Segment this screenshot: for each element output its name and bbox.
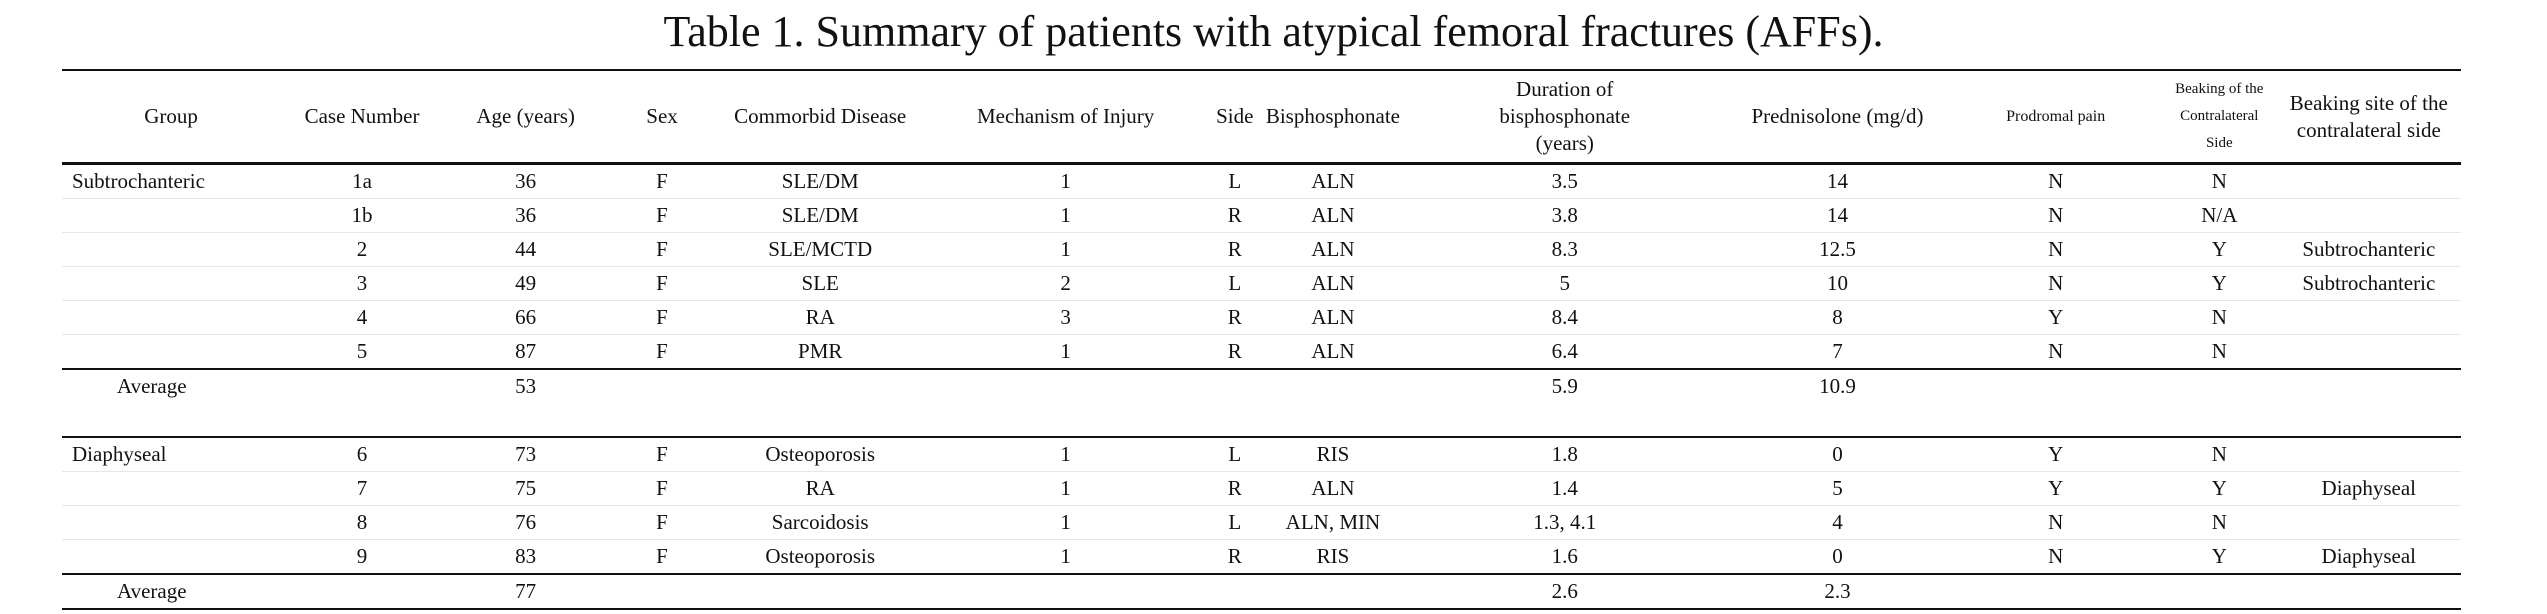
col-header-commorbid-disease: Commorbid Disease (717, 70, 924, 164)
spacer-cell (607, 404, 716, 438)
cell-sex: F (607, 506, 716, 540)
cell-beaking-site (2277, 301, 2461, 335)
col-header-group: Group (62, 70, 280, 164)
table-header (62, 70, 2461, 164)
cell-beaking-site (2277, 335, 2461, 370)
cell-sex: F (607, 233, 716, 267)
cell-commorbid-disease: SLE/DM (717, 199, 924, 233)
cell-sex: F (607, 437, 716, 472)
spacer-cell (1404, 404, 1726, 438)
col-header-mechanism: Mechanism of Injury (924, 70, 1208, 164)
cell-side: L (1207, 437, 1262, 472)
col-header-side: Side (1207, 70, 1262, 164)
cell-prednisolone: 14 (1726, 164, 1950, 199)
spacer-cell (1262, 404, 1404, 438)
cell-prednisolone: 4 (1726, 506, 1950, 540)
cell-case-number: 2 (280, 233, 444, 267)
cell-case-number: 1b (280, 199, 444, 233)
cell-bisphosphonate: ALN (1262, 267, 1404, 301)
cell-sex: F (607, 472, 716, 506)
cell-prodromal-pain: N (1949, 164, 2162, 199)
cell-empty (1262, 574, 1404, 609)
cell-side: R (1207, 540, 1262, 575)
table-row (62, 267, 2461, 301)
group-cell (62, 335, 280, 370)
cell-duration: 1.6 (1404, 540, 1726, 575)
spacer-cell (2277, 404, 2461, 438)
cell-commorbid-disease: SLE/DM (717, 164, 924, 199)
cell-age: 76 (444, 506, 608, 540)
cell-prodromal-pain: N (1949, 506, 2162, 540)
cell-duration: 8.3 (1404, 233, 1726, 267)
cell-empty (924, 574, 1208, 609)
table-body (62, 164, 2461, 610)
cell-beaking-site: Subtrochanteric (2277, 233, 2461, 267)
cell-side: R (1207, 233, 1262, 267)
cell-beaking: N (2162, 506, 2277, 540)
cell-commorbid-disease: Sarcoidosis (717, 506, 924, 540)
table-row (62, 301, 2461, 335)
cell-mechanism: 1 (924, 335, 1208, 370)
cell-prodromal-pain: N (1949, 540, 2162, 575)
cell-mechanism: 2 (924, 267, 1208, 301)
cell-case-number (280, 574, 444, 609)
cell-empty (2277, 574, 2461, 609)
group-cell (62, 199, 280, 233)
cell-side: L (1207, 506, 1262, 540)
cell-age: 75 (444, 472, 608, 506)
cell-commorbid-disease: PMR (717, 335, 924, 370)
average-label: Average (62, 369, 280, 404)
cell-beaking-site: Diaphyseal (2277, 472, 2461, 506)
average-age: 77 (444, 574, 608, 609)
col-header-duration (1404, 70, 1726, 164)
average-row (62, 574, 2461, 609)
table-row (62, 335, 2461, 370)
cell-sex: F (607, 267, 716, 301)
cell-duration: 3.5 (1404, 164, 1726, 199)
cell-prednisolone: 5 (1726, 472, 1950, 506)
table-row (62, 233, 2461, 267)
cell-bisphosphonate: ALN (1262, 472, 1404, 506)
cell-age: 49 (444, 267, 608, 301)
cell-mechanism: 3 (924, 301, 1208, 335)
cell-prednisolone: 12.5 (1726, 233, 1950, 267)
cell-empty (607, 574, 716, 609)
cell-beaking: N (2162, 301, 2277, 335)
cell-prodromal-pain: N (1949, 199, 2162, 233)
col-header-beaking-line3: Side (2205, 135, 2233, 151)
cell-case-number: 6 (280, 437, 444, 472)
cell-empty (2162, 369, 2277, 404)
spacer-cell (280, 404, 444, 438)
col-header-beaking-line1: Beaking of the (2175, 81, 2264, 97)
cell-empty (717, 574, 924, 609)
cell-duration: 1.3, 4.1 (1404, 506, 1726, 540)
spacer-cell (2162, 404, 2277, 438)
cell-mechanism: 1 (924, 199, 1208, 233)
col-header-duration-line3: (years) (1535, 131, 1594, 155)
cell-empty (2277, 369, 2461, 404)
cell-duration: 6.4 (1404, 335, 1726, 370)
cell-duration: 5 (1404, 267, 1726, 301)
cell-beaking: N (2162, 164, 2277, 199)
cell-beaking: Y (2162, 540, 2277, 575)
cell-empty (717, 369, 924, 404)
spacer-cell (924, 404, 1208, 438)
col-header-prodromal-pain: Prodromal pain (1949, 70, 2162, 164)
col-header-beaking-line2: Contralateral (2180, 108, 2259, 124)
cell-prednisolone: 14 (1726, 199, 1950, 233)
cell-empty (1949, 574, 2162, 609)
cell-prednisolone: 0 (1726, 540, 1950, 575)
group-cell (62, 540, 280, 575)
cell-bisphosphonate: ALN (1262, 164, 1404, 199)
cell-side: L (1207, 164, 1262, 199)
cell-empty (607, 369, 716, 404)
cell-commorbid-disease: Osteoporosis (717, 540, 924, 575)
group-cell (62, 267, 280, 301)
average-label: Average (62, 574, 280, 609)
cell-bisphosphonate: ALN (1262, 301, 1404, 335)
cell-sex: F (607, 301, 716, 335)
cell-case-number: 8 (280, 506, 444, 540)
cell-prednisolone: 8 (1726, 301, 1950, 335)
cell-mechanism: 1 (924, 540, 1208, 575)
cell-bisphosphonate: ALN (1262, 233, 1404, 267)
cell-case-number: 9 (280, 540, 444, 575)
cell-beaking: N/A (2162, 199, 2277, 233)
table-row (62, 199, 2461, 233)
table-title: Table 1. Summary of patients with atypical femoral fractures (AFFs). (663, 7, 1884, 56)
cell-mechanism: 1 (924, 437, 1208, 472)
cell-empty (924, 369, 1208, 404)
cell-beaking: N (2162, 335, 2277, 370)
cell-side: R (1207, 199, 1262, 233)
cell-duration: 1.4 (1404, 472, 1726, 506)
cell-case-number: 4 (280, 301, 444, 335)
col-header-beaking-site-line1: Beaking site of the (2289, 90, 2448, 115)
cell-beaking: Y (2162, 267, 2277, 301)
cell-age: 73 (444, 437, 608, 472)
cell-empty (1262, 369, 1404, 404)
cell-sex: F (607, 335, 716, 370)
cell-commorbid-disease: Osteoporosis (717, 437, 924, 472)
average-row (62, 369, 2461, 404)
col-header-sex: Sex (607, 70, 716, 164)
cell-empty (1207, 369, 1262, 404)
cell-duration: 3.8 (1404, 199, 1726, 233)
cell-prodromal-pain: N (1949, 233, 2162, 267)
cell-sex: F (607, 199, 716, 233)
cell-beaking-site (2277, 164, 2461, 199)
col-header-bisphosphonate: Bisphosphonate (1262, 70, 1404, 164)
cell-prednisolone: 10 (1726, 267, 1950, 301)
cell-mechanism: 1 (924, 164, 1208, 199)
col-header-prednisolone: Prednisolone (mg/d) (1726, 70, 1950, 164)
cell-bisphosphonate: RIS (1262, 540, 1404, 575)
group-cell (62, 506, 280, 540)
cell-beaking: Y (2162, 472, 2277, 506)
cell-commorbid-disease: SLE/MCTD (717, 233, 924, 267)
spacer-cell (1726, 404, 1950, 438)
average-age: 53 (444, 369, 608, 404)
cell-commorbid-disease: SLE (717, 267, 924, 301)
col-header-duration-line1: Duration of (1516, 77, 1614, 101)
cell-mechanism: 1 (924, 233, 1208, 267)
spacer-cell (1207, 404, 1262, 438)
cell-bisphosphonate: ALN (1262, 199, 1404, 233)
cell-case-number: 7 (280, 472, 444, 506)
group-cell: Subtrochanteric (62, 164, 280, 199)
cell-prednisolone: 7 (1726, 335, 1950, 370)
cell-commorbid-disease: RA (717, 472, 924, 506)
cell-prodromal-pain: Y (1949, 472, 2162, 506)
group-cell (62, 233, 280, 267)
cell-beaking-site (2277, 506, 2461, 540)
cell-age: 36 (444, 199, 608, 233)
cell-duration: 8.4 (1404, 301, 1726, 335)
cell-prodromal-pain: N (1949, 267, 2162, 301)
spacer-cell (444, 404, 608, 438)
average-duration: 2.6 (1404, 574, 1726, 609)
cell-sex: F (607, 540, 716, 575)
cell-beaking-site: Diaphyseal (2277, 540, 2461, 575)
cell-beaking: N (2162, 437, 2277, 472)
col-header-beaking (2162, 70, 2277, 164)
cell-bisphosphonate: RIS (1262, 437, 1404, 472)
cell-prodromal-pain: N (1949, 335, 2162, 370)
spacer-row (62, 404, 2461, 438)
cell-side: L (1207, 267, 1262, 301)
cell-case-number (280, 369, 444, 404)
cell-empty (1207, 574, 1262, 609)
cell-side: R (1207, 301, 1262, 335)
cell-prodromal-pain: Y (1949, 437, 2162, 472)
col-header-beaking-site-line2: contralateral side (2296, 117, 2441, 142)
cell-side: R (1207, 472, 1262, 506)
average-duration: 5.9 (1404, 369, 1726, 404)
cell-case-number: 1a (280, 164, 444, 199)
cell-beaking-site: Subtrochanteric (2277, 267, 2461, 301)
table-row (62, 164, 2461, 199)
group-cell (62, 472, 280, 506)
table-row (62, 540, 2461, 575)
cell-side: R (1207, 335, 1262, 370)
group-cell: Diaphyseal (62, 437, 280, 472)
col-header-age: Age (years) (444, 70, 608, 164)
cell-commorbid-disease: RA (717, 301, 924, 335)
group-cell (62, 301, 280, 335)
table-row (62, 472, 2461, 506)
cell-sex: F (607, 164, 716, 199)
cell-age: 44 (444, 233, 608, 267)
cell-beaking-site (2277, 199, 2461, 233)
cell-beaking: Y (2162, 233, 2277, 267)
affs-summary-table (62, 69, 2461, 610)
col-header-beaking-site (2277, 70, 2461, 164)
cell-empty (1949, 369, 2162, 404)
spacer-cell (62, 404, 280, 438)
spacer-cell (717, 404, 924, 438)
cell-age: 66 (444, 301, 608, 335)
cell-case-number: 3 (280, 267, 444, 301)
cell-mechanism: 1 (924, 472, 1208, 506)
cell-case-number: 5 (280, 335, 444, 370)
cell-beaking-site (2277, 437, 2461, 472)
col-header-case-number: Case Number (280, 70, 444, 164)
cell-mechanism: 1 (924, 506, 1208, 540)
cell-bisphosphonate: ALN (1262, 335, 1404, 370)
col-header-duration-line2: bisphosphonate (1499, 104, 1631, 128)
average-prednisolone: 10.9 (1726, 369, 1950, 404)
cell-empty (2162, 574, 2277, 609)
cell-age: 36 (444, 164, 608, 199)
cell-age: 83 (444, 540, 608, 575)
table-row (62, 437, 2461, 472)
cell-duration: 1.8 (1404, 437, 1726, 472)
cell-prodromal-pain: Y (1949, 301, 2162, 335)
cell-bisphosphonate: ALN, MIN (1262, 506, 1404, 540)
table-row (62, 506, 2461, 540)
average-prednisolone: 2.3 (1726, 574, 1950, 609)
cell-prednisolone: 0 (1726, 437, 1950, 472)
spacer-cell (1949, 404, 2162, 438)
cell-age: 87 (444, 335, 608, 370)
